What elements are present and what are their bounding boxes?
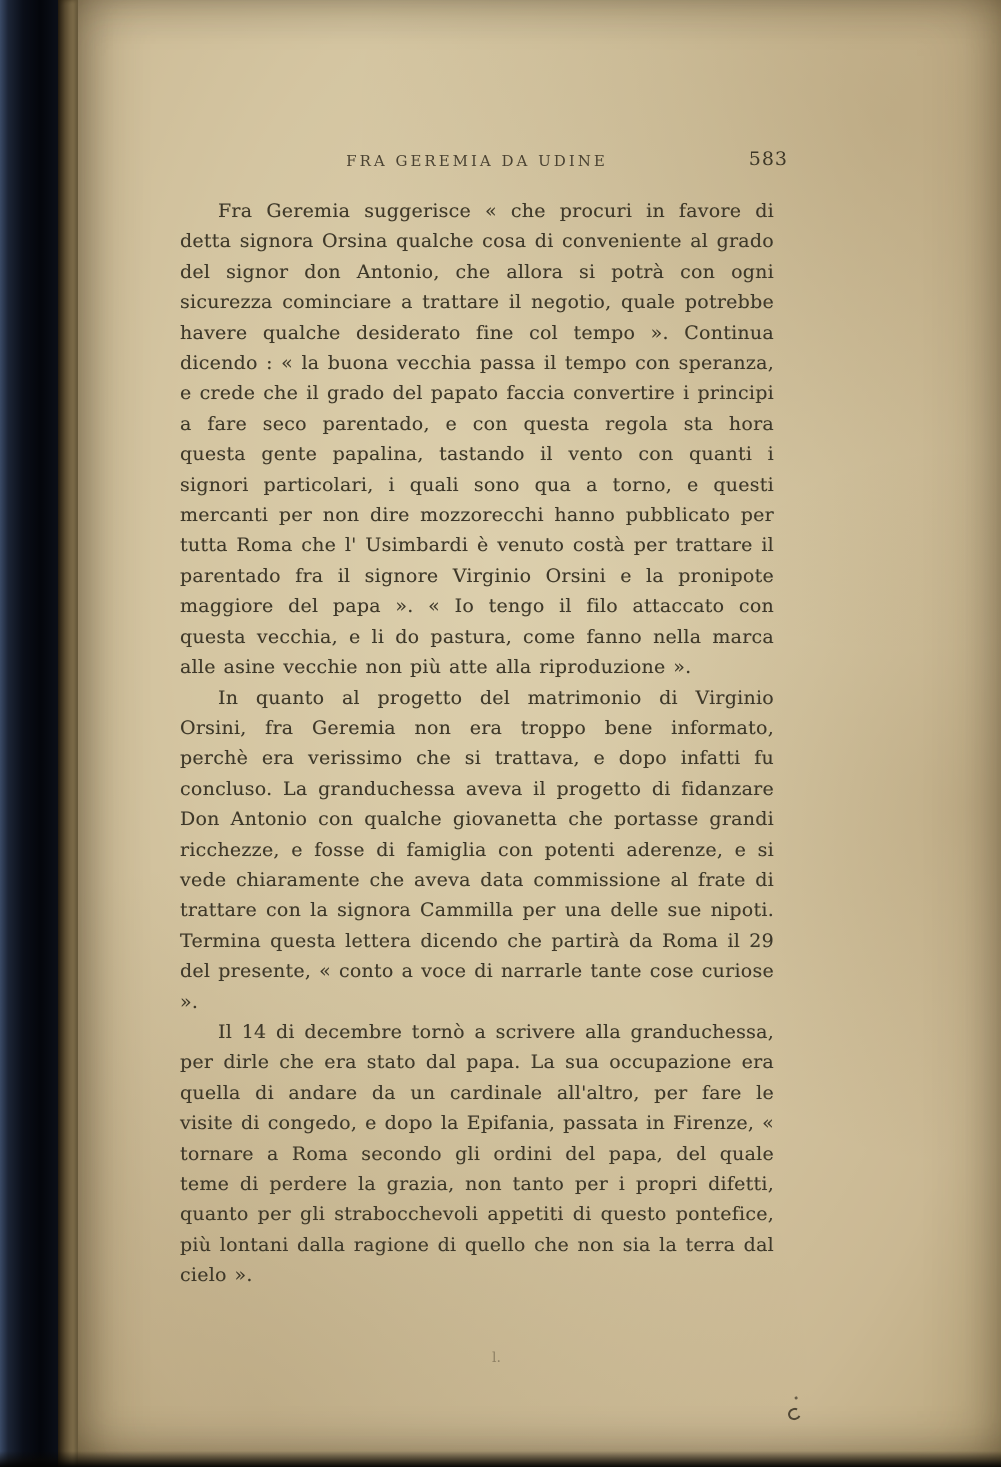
body-paragraph-2: In quanto al progetto del matrimonio di Virginio Orsini, fra Geremia non era troppo bene informato, perchè era verissimo che si trattava, e dopo infatti fu concluso. La granduchessa aveva il progetto di fidanzare Don Antonio con qualche giovanetta che portasse grandi ricchezze, e fosse di famiglia con potenti aderenze, e si vede chiaramente che aveva data commissione al frate di trattare con la signora Cammilla per una delle sue nipoti. Termina questa lettera dicendo che partirà da Roma il 29 del presente, « conto a voce di narrarle tante cose curiose ». [180, 686, 774, 1013]
ink-speck [786, 1406, 802, 1422]
book-binding [0, 0, 58, 1467]
body-text [180, 196, 774, 1291]
faint-stray-mark: l. [492, 1350, 501, 1366]
body-paragraph-3: Il 14 di decembre tornò a scrivere alla granduchessa, per dirle che era stato dal papa. La sua occupazione era quella di andare da un cardinale all'altro, per fare le visite di congedo, e dopo la Epifania, passata in Firenze, « tornare a Roma secondo gli ordini del papa, del quale teme di perdere la grazia, non tanto per i propri difetti, quanto per gli strabocchevoli appetiti di questo pontefice, più lontani dalla ragione di quello che non sia la terra dal cielo ». [180, 1020, 774, 1287]
page-number: 583 [748, 148, 788, 170]
body-paragraph-1: Fra Geremia suggerisce « che procuri in favore di detta signora Orsina qualche cosa di conveniente al grado del signor don Antonio, che allora si potrà con ogni sicurezza cominciare a trattare il negotio, quale potrebbe havere qualche desiderato fine col tempo ». Continua dicendo : « la buona vecchia passa il tempo con speranza, e crede che il grado del papato faccia convertire i principi a fare seco parentado, e con questa regola sta hora questa gente papalina, tastando il vento con quanti i signori particolari, i quali sono qua a torno, e questi mercanti per non dire mozzorecchi hanno pubblicato per tutta Roma che l' Usimbardi è venuto costà per trattare il parentado fra il signore Virginio Orsini e la pronipote maggiore del papa ». « Io tengo il filo attaccato con questa vecchia, e li do pastura, come fanno nella marca alle asine vecchie non più atte alla riproduzione ». [180, 200, 774, 679]
page-edge-stack [58, 0, 78, 1467]
paper-page [78, 0, 1001, 1467]
scan-bottom-shadow [0, 1451, 1001, 1467]
text-column [180, 148, 788, 1366]
page-header [180, 148, 788, 196]
running-title: FRA GEREMIA DA UDINE [346, 152, 608, 170]
